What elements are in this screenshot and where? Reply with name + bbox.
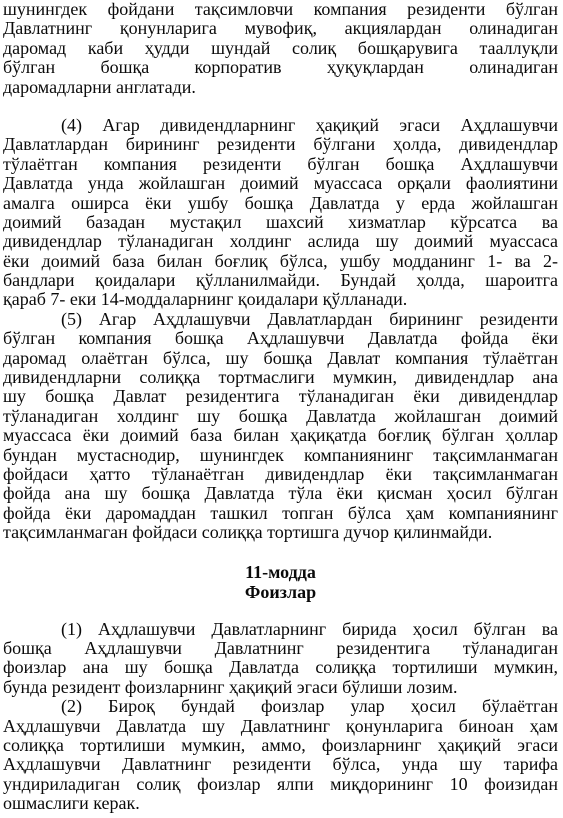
article-title: Фоизлар [244,581,317,602]
paragraph-line: фойдаси ҳатто тўланаётган дивидендлар ёки тақсимланмаган [3,463,558,484]
paragraph-line: ошмаслиги керак. [3,793,140,814]
paragraph-line: солиққа тортилиши мумкин, аммо, фоизларнинг ҳақиқий эгаси [3,734,558,755]
paragraph-line: тақсимланмаган фойдаси солиққа тортишга дучор қилинмайди. [3,522,493,543]
paragraph-line: бошқа Аҳдлашувчи Давлатнинг резидентига тўланадиган [3,637,558,658]
paragraph-line: ундириладиган солиқ фоизлар ялпи миқдорининг 10 фоизидан [3,773,558,794]
paragraph-line: фойда ана шу бошқа Давлатда тўла ёки қисман ҳосил бўлган [3,483,558,504]
paragraph-line: шу бошқа Давлат резидентига тўланадиган ёки дивидендлар [3,386,558,407]
paragraph-line: тўлаётган компания резиденти бўлган бошқа Аҳдлашувчи [3,153,558,174]
paragraph-line: фоизлар ана шу бошқа Давлатда солиққа тортилиши мумкин, [3,657,558,678]
paragraph-line: тўланадиган холдинг шу бошқа Давлатда жойлашган доимий [3,405,558,426]
paragraph-line: бунда резидент фоизларнинг ҳақиқий эгаси бўлиши лозим. [3,676,458,697]
paragraph-line: (2) Бироқ бундай фоизлар улар ҳосил бўлаётган [61,696,558,717]
paragraph [3,0,558,97]
paragraph-line: ёки доимий база билан боғлиқ бўлса, ушбу модданинг 1- ва 2- [3,250,558,271]
paragraph-line: Давлатнинг қонунларига мувофиқ, акциялардан олинадиган [3,18,558,39]
paragraph-line: (1) Аҳдлашувчи Давлатларнинг бирида ҳосил бўлган ва [61,618,558,639]
paragraph-5 [3,310,558,543]
paragraph-line: даромад каби ҳудди шундай солиқ бошқарувига тааллуқли [3,37,558,58]
paragraph-line: дивидендлар тўланадиган холдинг аслида шу доимий муассаса [3,231,558,252]
paragraph-4 [3,116,558,310]
article-number: 11-модда [245,561,316,582]
paragraph-line: (5) Агар Аҳдлашувчи Давлатлардан бирининг резиденти [61,308,558,329]
paragraph-line: фойда ёки даромаддан ташкил топган бўлса ҳам компаниянинг [3,502,558,523]
paragraph-line: Давлатда унда жойлашган доимий муассаса орқали фаолиятини [3,173,558,194]
paragraph-line: Аҳдлашувчи Давлатнинг резиденти бўлса, унда шу тарифа [3,754,558,775]
paragraph-line: Давлатлардан бирининг резиденти бўлгани ҳолда, дивидендлар [3,134,558,155]
paragraph-line: бандлари қоидалари қўлланилмайди. Бундай ҳолда, шароитга [3,270,558,291]
paragraph-line: шунингдек фойдани тақсимловчи компания резиденти бўлган [3,0,558,19]
paragraph-line: бўлган бошқа корпоратив ҳуқуқлардан олинадиган [3,57,558,78]
paragraph-2 [3,697,558,813]
paragraph-line: муассаса ёки доимий база билан ҳақиқатда боғлиқ бўлган ҳоллар [3,425,558,446]
paragraph-line: Аҳдлашувчи Давлатда шу Давлатнинг қонунларига биноан ҳам [3,715,558,736]
paragraph-line: дивидендларни солиққа тортмаслиги мумкин, дивидендлар ана [3,367,558,388]
paragraph-line: амалга оширса ёки ушбу бошқа Давлатда у ерда жойлашган [3,192,558,213]
paragraph-line: даромад олаётган бўлса, шу бошқа Давлат компания тўлаётган [3,347,558,368]
paragraph-line: бундан мустаснодир, шунингдек компаниянинг тақсимланмаган [3,444,558,465]
paragraph-line: қараб 7- еки 14-моддаларнинг қоидалари қўлланади. [3,289,408,310]
paragraph-line: даромадларни англатади. [3,76,196,97]
paragraph-line: (4) Агар дивидендларнинг ҳақиқий эгаси Аҳдлашувчи [61,114,558,135]
paragraph-line: доимий базадан мустақил шахсий хизматлар кўрсатса ва [3,211,558,232]
paragraph-line: бўлган компания бошқа Аҳдлашувчи Давлатда фойда ёки [3,328,558,349]
article-heading [3,562,558,602]
paragraph-1 [3,620,558,698]
